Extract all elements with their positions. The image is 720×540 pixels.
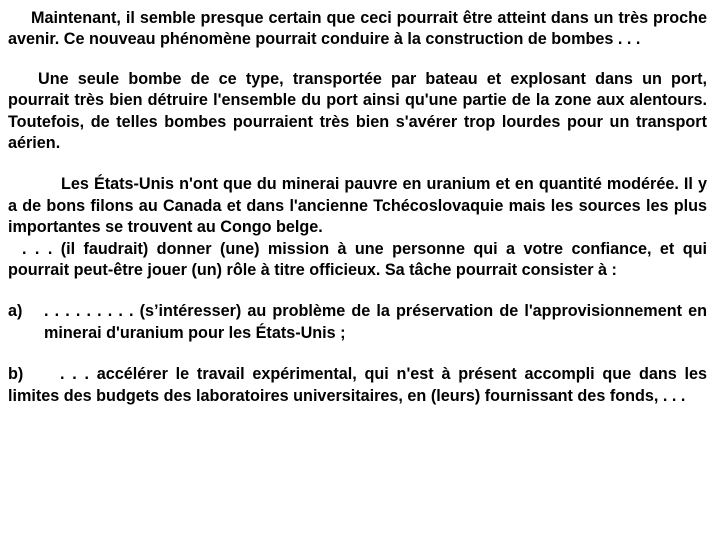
list-marker-b: b) [8, 365, 24, 384]
list-marker-a: a) [8, 302, 23, 321]
list-item-b [8, 364, 707, 407]
paragraph-2: Une seule bombe de ce type, transportée par bateau et explosant dans un port, pourrait très bien détruire l'ensemble du port ainsi qu'une partie de la zone aux alentours. Toutefois, de telles bombes pourraient très bien s'avérer trop lourdes pour un transport aérien. [8, 69, 707, 153]
list-text-a: . . . . . . . . . (s’intéresser) au problème de la préservation de l'approvisionnement en minerai d'uranium pour les États-Unis ; [44, 302, 707, 342]
paragraph-1: Maintenant, il semble presque certain que ceci pourrait être atteint dans un très proche avenir. Ce nouveau phénomène pourrait conduire à la construction de bombes . . . [8, 9, 707, 49]
paragraph-3: Les États-Unis n'ont que du minerai pauvre en uranium et en quantité modérée. Il y a de bons filons au Canada et dans l'ancienne Tchécoslovaquie mais les sources les plus importantes se trouvent au Congo belge. [8, 175, 707, 237]
paragraph-4: . . . (il faudrait) donner (une) mission à une personne qui a votre confiance, et qui pourrait peut-être jouer (un) rôle à titre officieux. Sa tâche pourrait consister à : [8, 239, 707, 280]
list-item-a [8, 301, 707, 344]
list-text-b: . . . accélérer le travail expérimental, qui n'est à présent accompli que dans les limites des budgets des laboratoires universitaires, en (leurs) fournissant des fonds, . . . [8, 365, 707, 405]
document-page [8, 8, 707, 423]
